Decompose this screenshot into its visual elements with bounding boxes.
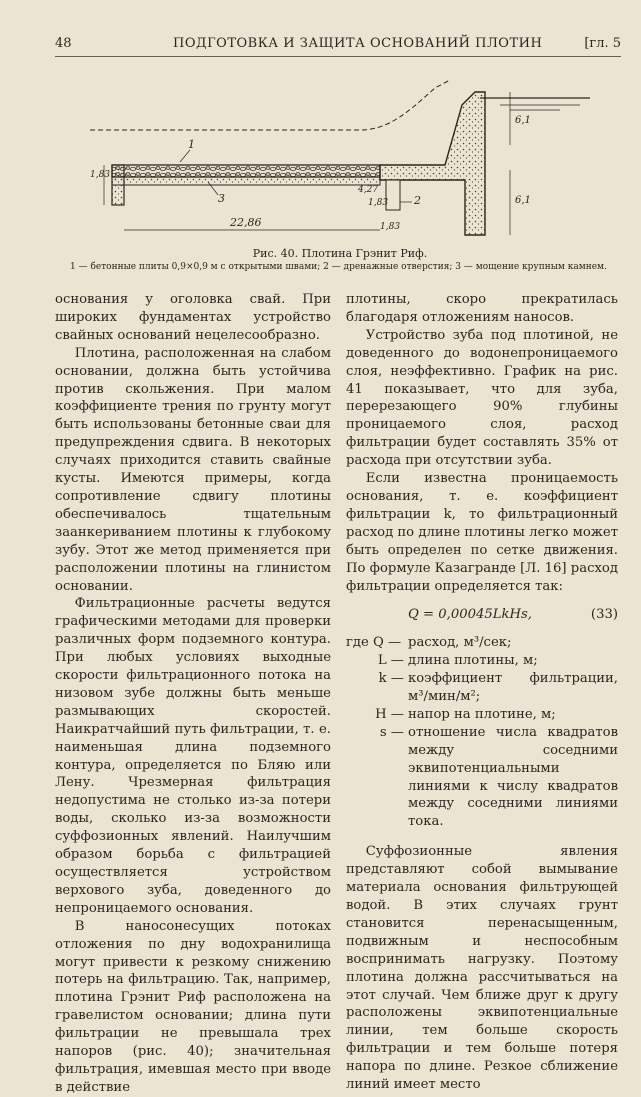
definitions-list: [346, 634, 618, 831]
running-header: [55, 36, 621, 56]
definition-item: [346, 652, 618, 670]
dim-label-183-drain: 1,83: [368, 198, 389, 208]
figure-legend: 1 — бетонные плиты 0,9×0,9 м с открытыми швами; 2 — дренажные отверстия; 3 — мощение крупным камнем.: [70, 262, 607, 272]
figure-label-3: 3: [218, 192, 225, 205]
definition-symbol: k —: [378, 671, 404, 687]
dim-label-183-bottom: 1,83: [380, 222, 401, 232]
definition-text: напор на плотине, м;: [408, 706, 556, 722]
apron-slab: [112, 165, 380, 177]
paragraph: Плотина, расположенная на слабом основании, должна быть устойчива против скольжения. При малом коэффициенте трения по грунту могут быть использованы бетонные сваи для предупреждения сдвига. В некоторых случаях приходится ставить свайные кусты. Имеются примеры, когда сопротивление сдвигу плотины обеспечивалось тщательным заанкериванием плотины к глубокому зубу. Этот же метод применяется при расположении плотины на глинистом основании.: [55, 345, 331, 594]
formula-number: (33): [590, 607, 618, 623]
figure-caption: Рис. 40. Плотина Грэнит Риф.: [252, 247, 428, 260]
definition-symbol: s —: [379, 724, 404, 740]
paragraph: Устройство зуба под плотиной, не доведенного до водонепроницаемого слоя, неэффективно. График на рис. 41 показывает, что для зуба, перерезающего 90% глубины проницаемого слоя, расход фильтрации будет составлять 35% от расхода при отсутствии зуба.: [346, 327, 618, 469]
paragraph: основания у оголовка свай. При широких фундаментах устройство свайных оснований нецелесообразно.: [55, 292, 331, 343]
definition-symbol: где Q —: [346, 635, 402, 651]
dim-label-61-bottom: 6,1: [515, 195, 531, 206]
definition-text: отношение числа квадратов между соседними эквипотенциальными линиями к числу квадратов между соседними линиями тока.: [408, 724, 618, 830]
right-column: [346, 291, 618, 1094]
running-title: ПОДГОТОВКА И ЗАЩИТА ОСНОВАНИЙ ПЛОТИН: [173, 36, 543, 51]
definition-text: коэффициент фильтрации, м³/мин/м²;: [408, 671, 618, 705]
paragraph: плотины, скоро прекратилась благодаря отложениям наносов.: [346, 292, 618, 325]
dim-label-427: 4,27: [358, 185, 379, 195]
toe-cutoff: [112, 165, 124, 205]
header-rule: [55, 56, 621, 57]
figure-label-2: 2: [414, 194, 421, 207]
left-column: [55, 291, 331, 1097]
figure-label-1: 1: [188, 138, 195, 151]
gravel-layer: [112, 177, 380, 185]
definition-item: [346, 706, 618, 724]
definition-item: [346, 670, 618, 706]
definition-symbol: L —: [377, 653, 404, 669]
formula-expression: Q = 0,00045LkHs,: [408, 607, 532, 623]
definition-item: [346, 634, 618, 652]
definition-text: расход, м³/сек;: [408, 635, 512, 651]
dam-cross-section-drawing: [90, 70, 610, 250]
page-number: 48: [55, 36, 72, 51]
dam-figure: [90, 70, 610, 250]
definition-item: [346, 724, 618, 831]
ground-line: [90, 80, 450, 130]
paragraph: Фильтрационные расчеты ведутся графическими методами для проверки различных форм подземного контура. При любых условиях выходные скорости фильтрационного потока на низовом зубе должны быть меньше размывающих скоростей. Наикратчайший путь фильтрации, т. е. наименьшая длина подземного контура, определяется по Бляю или Лену. Чрезмерная фильтрация недопустима не столько из-за потери воды, сколько из-за возможности суффозионных явлений. Наилучшим образом борьба с фильтрацией осуществляется устройством верхового зуба, доведенного до непроницаемого основания.: [55, 596, 331, 916]
leader-line: [180, 150, 190, 162]
paragraph: В наносонесущих потоках отложения по дну водохранилища могут привести к резкому снижению потерь на фильтрацию. Так, например, плотина Грэнит Риф расположена на гравелистом основании; длина пути фильтрации не превышала трех напоров (рис. 40); значительная фильтрация, имевшая место при вводе в действие: [55, 918, 331, 1095]
formula-33: [346, 606, 618, 624]
dam-body: [380, 92, 485, 235]
drain-hole: [386, 180, 400, 210]
dim-label-2286: 22,86: [230, 216, 262, 229]
definition-text: длина плотины, м;: [408, 653, 538, 669]
paragraph: Если известна проницаемость основания, т. е. коэффициент фильтрации k, то фильтрационный расход по длине плотины легко может быть определен по сетке движения. По формуле Казагранде [Л. 16] расход фильтрации определяется так:: [346, 471, 618, 594]
dim-label-61-top: 6,1: [515, 115, 531, 126]
chapter-marker: [гл. 5: [584, 36, 621, 51]
definition-symbol: H —: [375, 706, 404, 722]
paragraph: Суффозионные явления представляют собой вымывание материала основания фильтрующей водой. В этих случаях грунт становится перенасыщенным, подвижным и неспособным воспринимать нагрузку. Поэтому плотина должна рассчитываться на этот случай. Чем ближе друг к другу расположены эквипотенциальные линии, тем больше скорость фильтрации и тем больше потеря напора по длине. Резкое сближение линий имеет место: [346, 844, 618, 1093]
dim-label-183-left: 1,83: [90, 170, 111, 180]
